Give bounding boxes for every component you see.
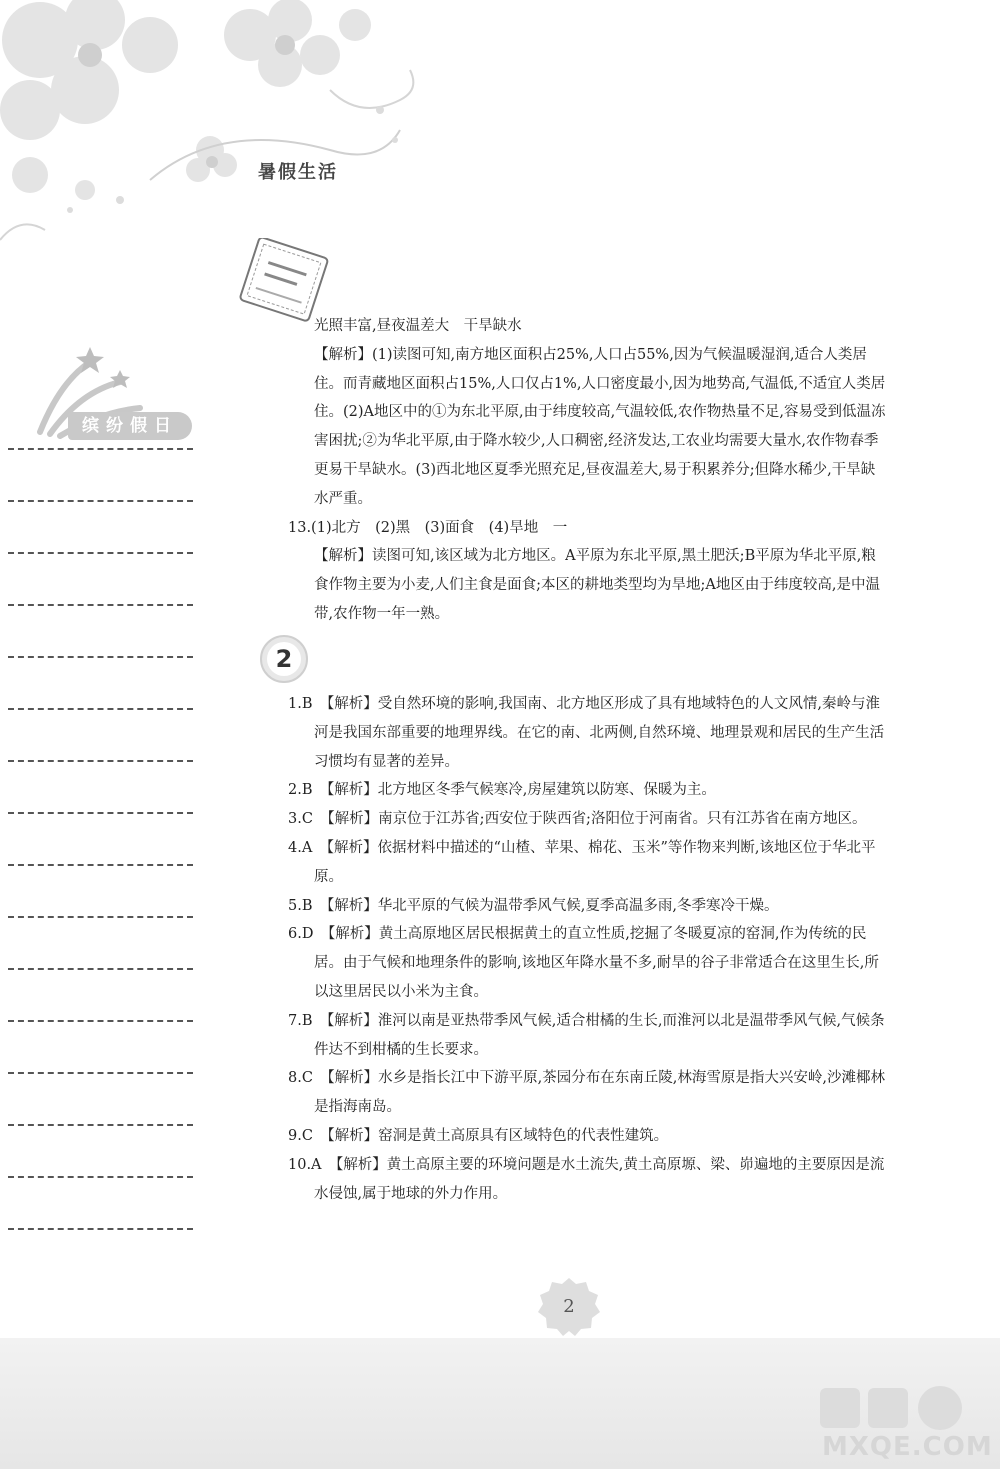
note-line bbox=[8, 552, 193, 554]
answer-item: 3.C 【解析】南京位于江苏省;西安位于陕西省;洛阳位于河南省。只有江苏省在南方地区。 bbox=[288, 811, 867, 828]
note-line bbox=[8, 604, 193, 606]
page-header-title: 暑假生活 bbox=[258, 162, 338, 183]
answer-item: 7.B 【解析】淮河以南是亚热带季风气候,适合柑橘的生长,而淮河以北是温带季风气候,气候条件达不到柑橘的生长要求。 bbox=[288, 1012, 885, 1058]
section2-content bbox=[288, 690, 888, 1208]
answer-item: 8.C 【解析】水乡是指长江中下游平原,茶园分布在东南丘陵,林海雪原是指大兴安岭,沙滩椰林是指海南岛。 bbox=[288, 1070, 886, 1116]
answer-item: 5.B 【解析】华北平原的气候为温带季风气候,夏季高温多雨,冬季寒冷干燥。 bbox=[288, 897, 779, 914]
note-lines bbox=[8, 448, 193, 1280]
note-line bbox=[8, 448, 193, 450]
note-line bbox=[8, 708, 193, 710]
note-line bbox=[8, 968, 193, 970]
page-number: 2 bbox=[563, 1296, 575, 1317]
analysis-paragraph: 【解析】读图可知,该区域为北方地区。A平原为东北平原,黑土肥沃;B平原为华北平原,粮食作物主要为小麦,人们主食是面食;本区的耕地类型均为旱地;A地区由于纬度较高,是中温带,农作物一年一熟。 bbox=[314, 548, 880, 622]
answer-item: 2.B 【解析】北方地区冬季气候寒冷,房屋建筑以防寒、保暖为主。 bbox=[288, 782, 716, 799]
note-line bbox=[8, 1228, 193, 1230]
note-line bbox=[8, 864, 193, 866]
note-line bbox=[8, 656, 193, 658]
note-line bbox=[8, 812, 193, 814]
section-number: 2 bbox=[275, 645, 293, 673]
watermark-logo-icon bbox=[820, 1380, 990, 1440]
note-line bbox=[8, 1124, 193, 1126]
note-line bbox=[8, 500, 193, 502]
analysis-paragraph: 【解析】(1)读图可知,南方地区面积占25%,人口占55%,因为气候温暖湿润,适合人类居住。而青藏地区面积占15%,人口仅占1%,人口密度最小,因为地势高,气温低,不适宜人类居住。(2)A地区中的①为东北平原,由于纬度较高,气温较低,农作物热量不足,容易受到低温冻害困扰;②为华北平原,由于降水较少,人口稠密,经济发达,工农业均需要大量水,农作物春季更易干旱缺水。(3)西北地区夏季光照充足,昼夜温差大,易于积累养分;但降水稀少,干旱缺水严重。 bbox=[314, 346, 886, 507]
note-line bbox=[8, 1020, 193, 1022]
answer-item: 4.A 【解析】依据材料中描述的“山楂、苹果、棉花、玉米”等作物来判断,该地区位于华北平原。 bbox=[288, 839, 876, 885]
note-line bbox=[8, 1176, 193, 1178]
watermark-text: MXQE.COM bbox=[822, 1432, 993, 1462]
section1-content bbox=[288, 312, 888, 629]
answer-item: 10.A 【解析】黄土高原主要的环境问题是水土流失,黄土高原塬、梁、峁遍地的主要原因是流水侵蚀,属于地球的外力作用。 bbox=[288, 1156, 885, 1202]
answer-item: 1.B 【解析】受自然环境的影响,我国南、北方地区形成了具有地域特色的人文风情,秦岭与淮河是我国东部重要的地理界线。在它的南、北两侧,自然环境、地理景观和居民的生产生活习惯均有显著的差异。 bbox=[288, 696, 885, 770]
answer-item: 6.D 【解析】黄土高原地区居民根据黄土的直立性质,挖掘了冬暖夏凉的窑洞,作为传统的民居。由于气候和地理条件的影响,该地区年降水量不多,耐旱的谷子非常适合在这里生长,所以这里居民以小米为主食。 bbox=[288, 926, 879, 1000]
answer-line: 13.(1)北方 (2)黑 (3)面食 (4)旱地 一 bbox=[288, 519, 568, 536]
note-line bbox=[8, 1072, 193, 1074]
answer-line: 光照丰富,昼夜温差大 干旱缺水 bbox=[314, 318, 522, 334]
note-line bbox=[8, 916, 193, 918]
answer-item: 9.C 【解析】窑洞是黄土高原具有区域特色的代表性建筑。 bbox=[288, 1127, 669, 1144]
floral-decoration bbox=[0, 0, 460, 270]
note-line bbox=[8, 760, 193, 762]
sidebar-label: 缤纷假日 bbox=[68, 412, 192, 440]
